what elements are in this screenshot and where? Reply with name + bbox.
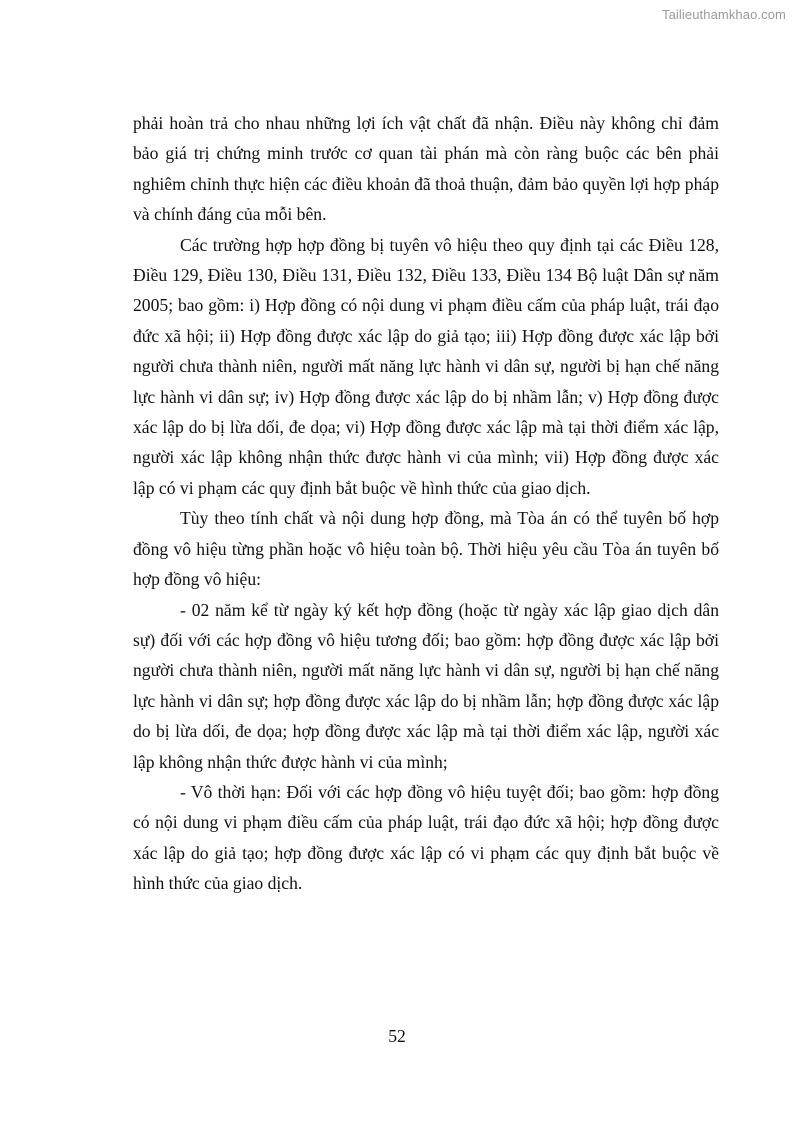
document-body [133, 108, 719, 899]
paragraph-statute-of-limitations: Tùy theo tính chất và nội dung hợp đồng, mà Tòa án có thể tuyên bố hợp đồng vô hiệu từng phần hoặc vô hiệu toàn bộ. Thời hiệu yêu cầu Tòa án tuyên bố hợp đồng vô hiệu: [133, 508, 719, 590]
list-item-relative-invalidity: - 02 năm kể từ ngày ký kết hợp đồng (hoặc từ ngày xác lập giao dịch dân sự) đối với các hợp đồng vô hiệu tương đối; bao gồm: hợp đồng được xác lập bởi người chưa thành niên, người mất năng lực hành vi dân sự, người bị hạn chế năng lực hành vi dân sự; hợp đồng được xác lập do bị nhầm lẫn; hợp đồng được xác lập do bị lừa dối, đe dọa; hợp đồng được xác lập mà tại thời điểm xác lập, người xác lập không nhận thức được hành vi của mình; [133, 599, 719, 772]
page-number: 52 [388, 1026, 406, 1046]
paragraph-continuation: phải hoàn trả cho nhau những lợi ích vật chất đã nhận. Điều này không chỉ đảm bảo giá trị chứng minh trước cơ quan tài phán mà còn ràng buộc các bên phải nghiêm chỉnh thực hiện các điều khoản đã thoả thuận, đảm bảo quyền lợi hợp pháp và chính đáng của mỗi bên. [133, 113, 719, 225]
paragraph-invalid-contract-cases: Các trường hợp hợp đồng bị tuyên vô hiệu theo quy định tại các Điều 128, Điều 129, Điều 130, Điều 131, Điều 132, Điều 133, Điều 134 Bộ luật Dân sự năm 2005; bao gồm: i) Hợp đồng có nội dung vi phạm điều cấm của pháp luật, trái đạo đức xã hội; ii) Hợp đồng được xác lập do giả tạo; iii) Hợp đồng được xác lập bởi người chưa thành niên, người mất năng lực hành vi dân sự, người bị hạn chế năng lực hành vi dân sự; iv) Hợp đồng được xác lập do bị nhầm lẫn; v) Hợp đồng được xác lập do bị lừa dối, đe dọa; vi) Hợp đồng được xác lập mà tại thời điểm xác lập, người xác lập không nhận thức được hành vi của mình; vii) Hợp đồng được xác lập có vi phạm các quy định bắt buộc về hình thức của giao dịch. [133, 234, 719, 498]
list-item-absolute-invalidity: - Vô thời hạn: Đối với các hợp đồng vô hiệu tuyệt đối; bao gồm: hợp đồng có nội dung vi phạm điều cấm của pháp luật, trái đạo đức xã hội; hợp đồng được xác lập do giả tạo; hợp đồng được xác lập có vi phạm các quy định bắt buộc về hình thức của giao dịch. [133, 781, 719, 894]
watermark: Tailieuthamkhao.com [661, 7, 786, 22]
